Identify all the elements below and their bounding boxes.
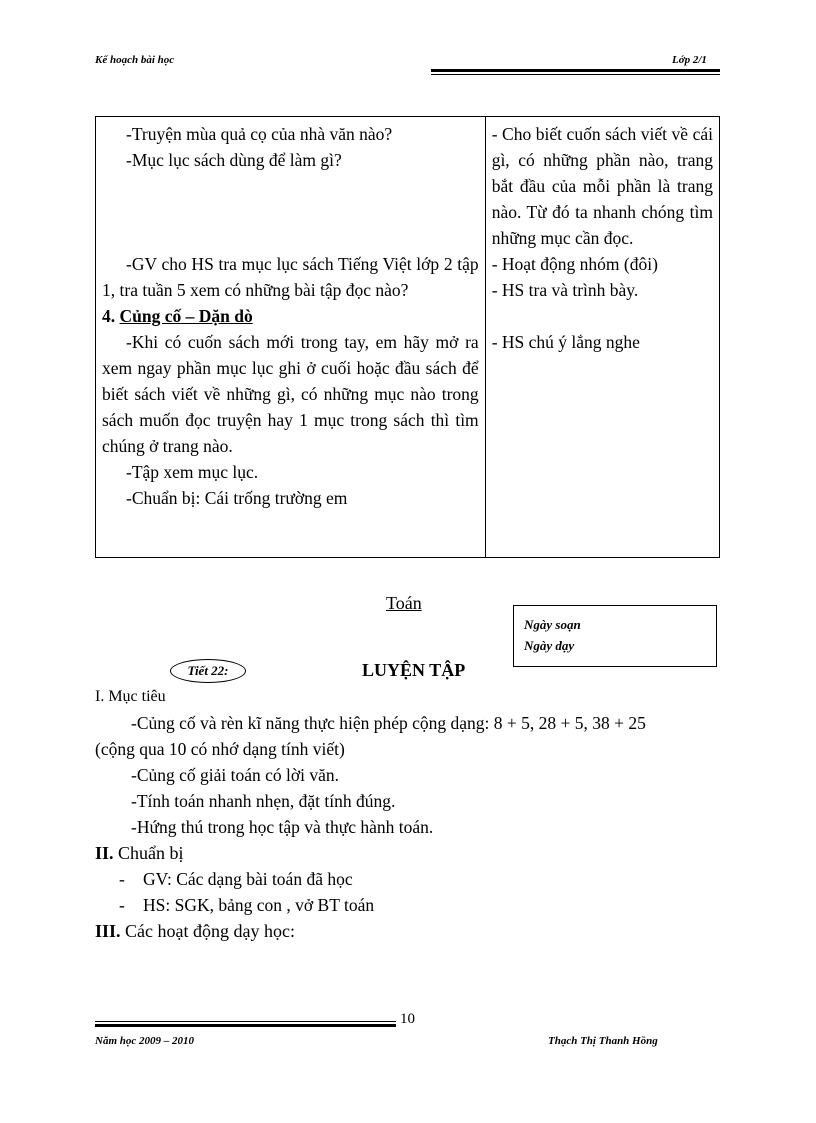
prepare-text: -Chuẩn bị: Cái trống trường em bbox=[126, 488, 348, 508]
objective-item: -Củng cố giải toán có lời văn. bbox=[131, 765, 340, 785]
header-left: Kế hoạch bài học bbox=[95, 54, 175, 66]
question-toc: -Mục lục sách dùng để làm gì? bbox=[126, 150, 342, 170]
page-number: 10 bbox=[400, 1011, 415, 1027]
objective-item: -Củng cố và rèn kĩ năng thực hiện phép cộng dạng: 8 + 5, 28 + 5, 38 + 25 bbox=[131, 713, 646, 733]
bullet-dash: - bbox=[119, 869, 125, 889]
footer-author: Thạch Thị Thanh Hồng bbox=[548, 1035, 658, 1047]
section-4-title: Củng cố – Dặn dò bbox=[119, 306, 253, 326]
footer-rule-thick bbox=[95, 1024, 396, 1027]
activities-heading: III. Các hoạt động dạy học: bbox=[95, 921, 295, 941]
date-box bbox=[513, 605, 717, 667]
date-taught: Ngày dạy bbox=[524, 638, 575, 653]
advice-text: -Khi có cuốn sách mới trong tay, em hãy mở ra xem ngay phần mục lục ghi ở cuối hoặc đầu sách để biết sách viết về những gì, có những mục nào trong sách muốn đọc truyện hay 1 mục trong sách thì tìm chúng ở trang nào. bbox=[102, 332, 479, 456]
period-oval: Tiết 22: bbox=[170, 659, 246, 683]
group-work: - Hoạt động nhóm (đôi) bbox=[491, 254, 658, 274]
objectives-heading: I. Mục tiêu bbox=[95, 688, 166, 705]
preparation-item: - GV: Các dạng bài toán đã học bbox=[95, 866, 720, 892]
practice-text: -Tập xem mục lục. bbox=[126, 462, 259, 482]
preparation-heading: II. Chuẩn bị bbox=[95, 843, 184, 863]
task-lookup: -GV cho HS tra mục lục sách Tiếng Việt lớp 2 tập 1, tra tuần 5 xem có những bài tập đọc nào? bbox=[102, 254, 479, 300]
question-author: -Truyện mùa quả cọ của nhà văn nào? bbox=[126, 124, 393, 144]
bullet-dash: - bbox=[119, 895, 125, 915]
lesson-body bbox=[95, 684, 720, 944]
header-rule-thin bbox=[431, 74, 720, 75]
header-right: Lớp 2/1 bbox=[672, 54, 707, 66]
date-prepared: Ngày soạn bbox=[524, 617, 581, 632]
subject-title: Toán bbox=[386, 593, 422, 613]
students-listen: - HS chú ý lắng nghe bbox=[491, 332, 640, 352]
activity-table bbox=[95, 116, 720, 558]
objective-item: -Hứng thú trong học tập và thực hành toán. bbox=[131, 817, 434, 837]
header-rule-thick bbox=[431, 69, 720, 72]
lesson-title: LUYỆN TẬP bbox=[362, 660, 466, 680]
preparation-item: - HS: SGK, bảng con , vở BT toán bbox=[95, 892, 720, 918]
footer-rule-thin bbox=[95, 1021, 396, 1022]
students-present: - HS tra và trình bày. bbox=[491, 280, 639, 300]
answer-toc: - Cho biết cuốn sách viết về cái gì, có những phần nào, trang bắt đầu của mỗi phần là trang nào. Từ đó ta nhanh chóng tìm những mục cần đọc. bbox=[491, 124, 713, 248]
section-4-heading: 4. Củng cố – Dặn dò bbox=[102, 306, 253, 326]
footer-school-year: Năm học 2009 – 2010 bbox=[95, 1035, 194, 1047]
student-activities-cell bbox=[485, 117, 719, 558]
objective-item: -Tính toán nhanh nhẹn, đặt tính đúng. bbox=[131, 791, 396, 811]
teacher-activities-cell bbox=[96, 117, 486, 558]
objective-item: (cộng qua 10 có nhớ dạng tính viết) bbox=[95, 739, 345, 759]
